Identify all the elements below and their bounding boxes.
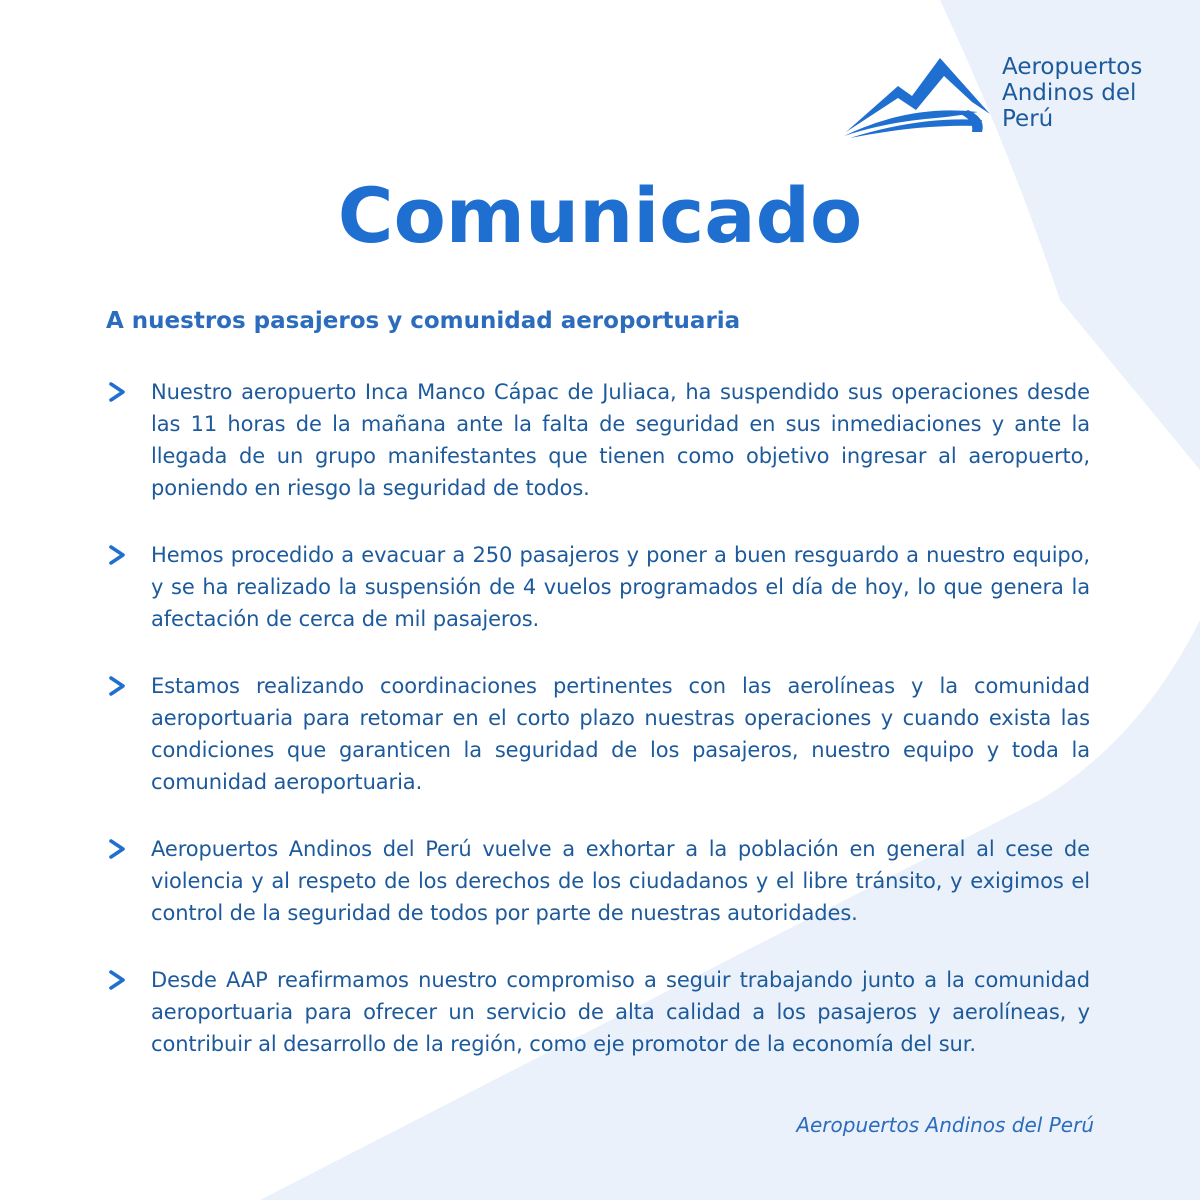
brand-name-line: Aeropuertos — [1002, 54, 1143, 80]
list-item-text: Desde AAP reafirmamos nuestro compromiso a seguir trabajando junto a la comunidad aeroportuaria para ofrecer un servicio de alta calidad a los pasajeros y aerolíneas, y contribuir al desarrollo de la región, como eje promotor de la economía del sur. — [151, 968, 1090, 1056]
list-item — [106, 376, 1090, 504]
list-item — [106, 833, 1090, 929]
list-item-text: Hemos procedido a evacuar a 250 pasajeros y poner a buen resguardo a nuestro equipo, y se ha realizado la suspensión de 4 vuelos programados el día de hoy, lo que genera la afectación de cerca de mil pasajeros. — [151, 543, 1090, 631]
list-item-text: Estamos realizando coordinaciones pertinentes con las aerolíneas y la comunidad aeroportuaria para retomar en el corto plazo nuestras operaciones y cuando exista las condiciones que garanticen la seguridad de los pasajeros, nuestro equipo y toda la comunidad aeroportuaria. — [151, 674, 1090, 794]
brand-logo — [840, 52, 1160, 142]
chevron-right-icon — [108, 544, 126, 566]
list-item — [106, 964, 1090, 1060]
brand-name — [1002, 54, 1142, 132]
list-item — [106, 539, 1090, 635]
chevron-right-icon — [108, 381, 126, 403]
list-item-text: Nuestro aeropuerto Inca Manco Cápac de Juliaca, ha suspendido sus operaciones desde las 11 horas de la mañana ante la falta de seguridad en sus inmediaciones y ante la llegada de un grupo manifestantes que tienen como objetivo ingresar al aeropuerto, poniendo en riesgo la seguridad de todos. — [151, 380, 1090, 500]
chevron-right-icon — [108, 969, 126, 991]
page-subtitle: A nuestros pasajeros y comunidad aeroportuaria — [106, 308, 741, 334]
chevron-right-icon — [108, 838, 126, 860]
signature: Aeropuertos Andinos del Perú — [796, 1113, 1094, 1137]
page-title: Comunicado — [337, 171, 863, 260]
chevron-right-icon — [108, 675, 126, 697]
brand-name-line: Andinos del — [1002, 80, 1137, 106]
list-item — [106, 670, 1090, 798]
announcement-list — [106, 376, 1090, 1095]
list-item-text: Aeropuertos Andinos del Perú vuelve a exhortar a la población en general al cese de violencia y al respeto de los derechos de los ciudadanos y el libre tránsito, y exigimos el control de la seguridad de todos por parte de nuestras autoridades. — [151, 837, 1090, 925]
mountain-logo-icon — [840, 52, 990, 138]
brand-name-line: Perú — [1002, 106, 1054, 132]
